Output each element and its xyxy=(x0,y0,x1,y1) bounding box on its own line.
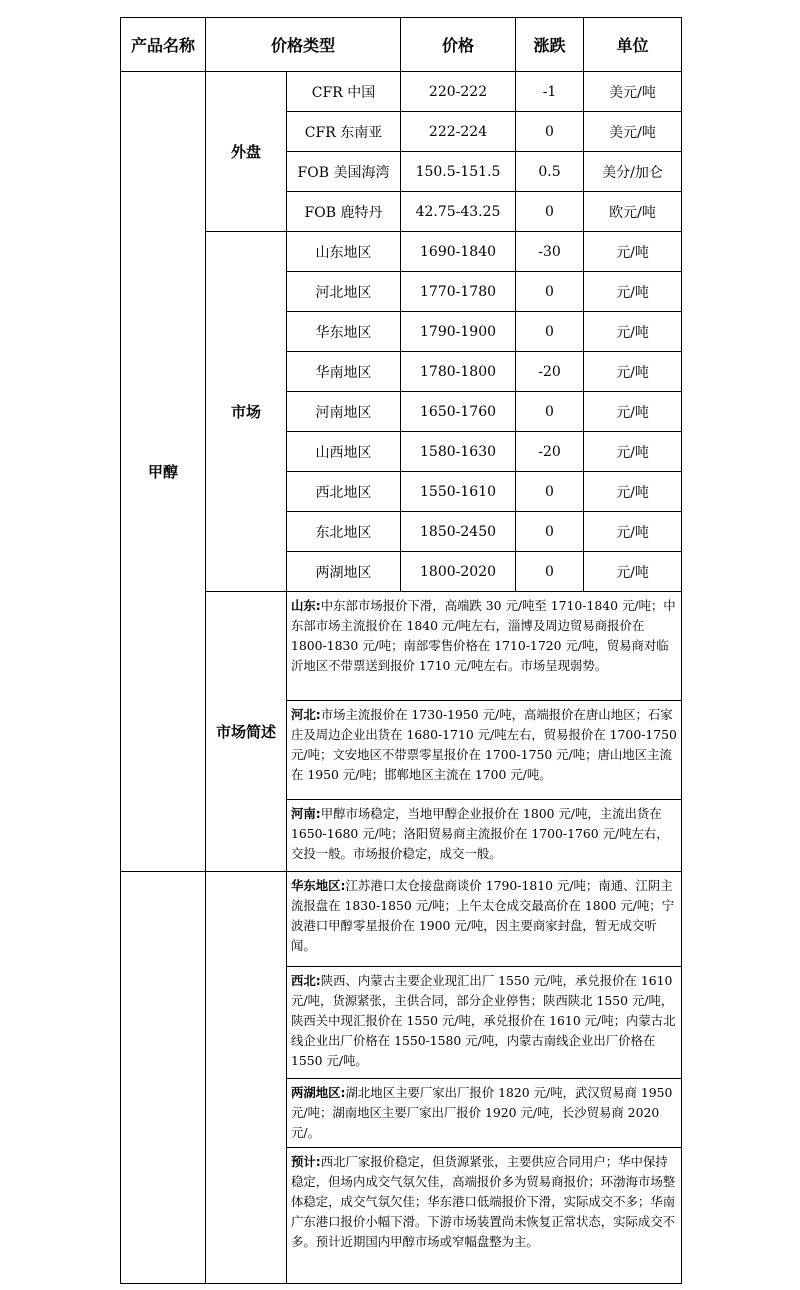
summary-row xyxy=(121,592,682,701)
summary-henan xyxy=(287,800,682,872)
price-cell: 1850-2450 xyxy=(401,512,516,552)
price-cell: 1790-1900 xyxy=(401,312,516,352)
summary-label: 西北: xyxy=(291,973,321,988)
change-cell: 0 xyxy=(516,392,584,432)
summary-lianghu xyxy=(287,1079,682,1148)
change-cell: -1 xyxy=(516,72,584,112)
change-cell: 0 xyxy=(516,312,584,352)
region-cell: 华东地区 xyxy=(287,312,401,352)
summary-shandong xyxy=(287,592,682,701)
summary-hebei xyxy=(287,701,682,800)
change-cell: 0 xyxy=(516,512,584,552)
region-cell: 华南地区 xyxy=(287,352,401,392)
unit-cell: 元/吨 xyxy=(584,232,682,272)
unit-cell: 美分/加仑 xyxy=(584,152,682,192)
change-cell: -30 xyxy=(516,232,584,272)
price-cell: 1690-1840 xyxy=(401,232,516,272)
region-cell: 山西地区 xyxy=(287,432,401,472)
summary-text: 甲醇市场稳定，当地甲醇企业报价在 1800 元/吨，主流出货在 1650-1680 元/吨；洛阳贸易商主流报价在 1700-1760 元/吨左右，交投一般。市场报价稳定，成交一般。 xyxy=(291,806,669,861)
unit-cell: 元/吨 xyxy=(584,392,682,432)
unit-cell: 美元/吨 xyxy=(584,112,682,152)
summary-label: 华东地区: xyxy=(291,878,346,893)
unit-cell: 元/吨 xyxy=(584,432,682,472)
unit-cell: 元/吨 xyxy=(584,312,682,352)
region-cell: 两湖地区 xyxy=(287,552,401,592)
price-type-cell: CFR 中国 xyxy=(287,72,401,112)
region-cell: 东北地区 xyxy=(287,512,401,552)
price-cell: 150.5-151.5 xyxy=(401,152,516,192)
summary-forecast xyxy=(287,1148,682,1284)
unit-cell: 元/吨 xyxy=(584,352,682,392)
summary-text: 湖北地区主要厂家出厂报价 1820 元/吨，武汉贸易商 1950 元/吨；湖南地区主要厂家出厂报价 1920 元/吨，长沙贸易商 2020 元/。 xyxy=(291,1085,673,1140)
summary-text: 市场主流报价在 1730-1950 元/吨，高端报价在唐山地区；石家庄及周边企业出货在 1680-1710 元/吨左右，贸易报价在 1700-1750 元/吨；文安地区不带票零星报价在 1700-1750 元/吨；唐山地区主流在 1950 元/吨；邯郸地区主流在 1700 元/吨。 xyxy=(291,707,677,782)
price-cell: 1580-1630 xyxy=(401,432,516,472)
unit-cell: 欧元/吨 xyxy=(584,192,682,232)
region-cell: 河北地区 xyxy=(287,272,401,312)
product-name-cell: 甲醇 xyxy=(121,72,206,872)
category-summary: 市场简述 xyxy=(206,592,287,872)
header-change: 涨跌 xyxy=(516,18,584,72)
unit-cell: 元/吨 xyxy=(584,472,682,512)
summary-text: 西北厂家报价稳定，但货源紧张，主要供应合同用户；华中保持稳定，但场内成交气氛欠佳，高端报价多为贸易商报价；环渤海市场整体稳定，成交气氛欠佳；华东港口低端报价下滑，实际成交不多；华南广东港口报价小幅下滑。下游市场装置尚未恢复正常状态，实际成交不多。预计近期国内甲醇市场或窄幅盘整为主。 xyxy=(291,1154,676,1249)
change-cell: -20 xyxy=(516,432,584,472)
change-cell: 0 xyxy=(516,272,584,312)
category-market: 市场 xyxy=(206,232,287,592)
header-product: 产品名称 xyxy=(121,18,206,72)
blank-category-cell xyxy=(206,872,287,1284)
change-cell: 0 xyxy=(516,552,584,592)
unit-cell: 元/吨 xyxy=(584,512,682,552)
summary-huadong xyxy=(287,872,682,967)
unit-cell: 元/吨 xyxy=(584,272,682,312)
summary-text: 江苏港口太仓接盘商谈价 1790-1810 元/吨；南通、江阴主流报盘在 1830-1850 元/吨；上午太仓成交最高价在 1800 元/吨；宁波港口甲醇零星报价在 1900 元/吨，因主要商家封盘，暂无成交听闻。 xyxy=(291,878,675,953)
price-cell: 1780-1800 xyxy=(401,352,516,392)
blank-product-cell xyxy=(121,872,206,1284)
price-cell: 1650-1760 xyxy=(401,392,516,432)
summary-label: 预计: xyxy=(291,1154,321,1169)
summary-text: 中东部市场报价下滑，高端跌 30 元/吨至 1710-1840 元/吨；中东部市场主流报价在 1840 元/吨左右，淄博及周边贸易商报价在 1800-1830 元/吨；南部零售价格在 1710-1720 元/吨，贸易商对临沂地区不带票送到报价 1710 元/吨左右。市场呈现弱势。 xyxy=(291,598,676,673)
change-cell: 0.5 xyxy=(516,152,584,192)
summary-text: 陕西、内蒙古主要企业现汇出厂 1550 元/吨，承兑报价在 1610 元/吨，货源紧张，主供合同，部分企业停售；陕西陕北 1550 元/吨，陕西关中现汇报价在 1550 元/吨，承兑报价在 1610 元/吨；内蒙古北线企业出厂价格在 1550-1580 元/吨，内蒙古南线企业出厂价格在 1550 元/吨。 xyxy=(291,973,676,1068)
change-cell: 0 xyxy=(516,192,584,232)
summary-xibei xyxy=(287,967,682,1079)
summary-label: 河北: xyxy=(291,707,321,722)
methanol-price-table xyxy=(120,17,682,1284)
table-row xyxy=(121,232,682,272)
table-row xyxy=(121,72,682,112)
summary-row xyxy=(121,872,682,967)
price-cell: 1800-2020 xyxy=(401,552,516,592)
header-row xyxy=(121,18,682,72)
price-cell: 222-224 xyxy=(401,112,516,152)
price-type-cell: FOB 美国海湾 xyxy=(287,152,401,192)
price-type-cell: FOB 鹿特丹 xyxy=(287,192,401,232)
region-cell: 河南地区 xyxy=(287,392,401,432)
unit-cell: 元/吨 xyxy=(584,552,682,592)
unit-cell: 美元/吨 xyxy=(584,72,682,112)
region-cell: 山东地区 xyxy=(287,232,401,272)
change-cell: -20 xyxy=(516,352,584,392)
header-price: 价格 xyxy=(401,18,516,72)
price-type-cell: CFR 东南亚 xyxy=(287,112,401,152)
change-cell: 0 xyxy=(516,112,584,152)
price-cell: 220-222 xyxy=(401,72,516,112)
header-price-type: 价格类型 xyxy=(206,18,401,72)
price-cell: 1770-1780 xyxy=(401,272,516,312)
summary-label: 河南: xyxy=(291,806,321,821)
region-cell: 西北地区 xyxy=(287,472,401,512)
header-unit: 单位 xyxy=(584,18,682,72)
summary-label: 两湖地区: xyxy=(291,1085,346,1100)
price-cell: 42.75-43.25 xyxy=(401,192,516,232)
change-cell: 0 xyxy=(516,472,584,512)
category-outer: 外盘 xyxy=(206,72,287,232)
summary-label: 山东: xyxy=(291,598,321,613)
price-cell: 1550-1610 xyxy=(401,472,516,512)
